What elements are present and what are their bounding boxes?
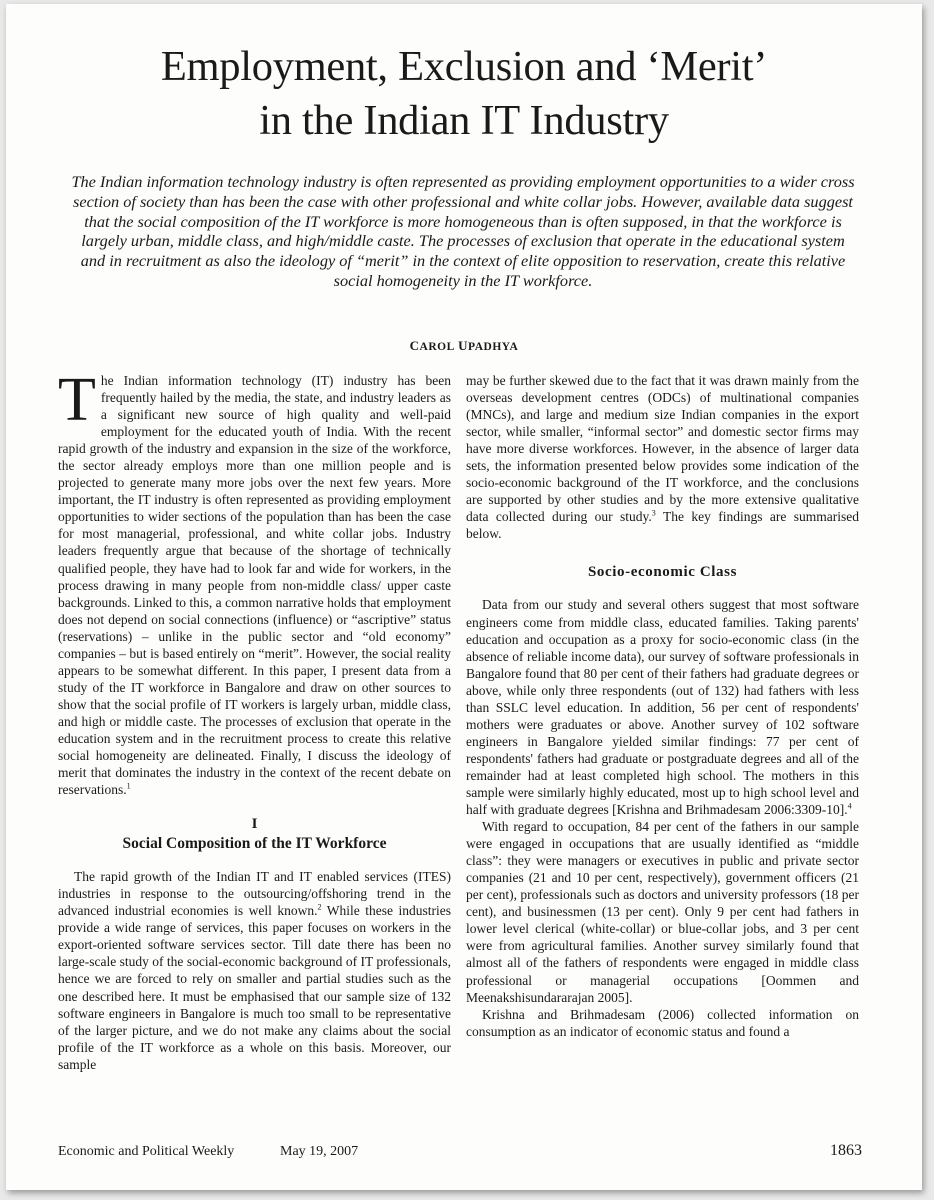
section-paragraph bbox=[58, 868, 451, 1073]
para1-text: Data from our study and several others suggest that most software engineers come from middle class, educated families. Taking parents' education and occupation as a proxy for socio-economic class (in the absence of reliable income data), our survey of software professionals in Bangalore found that 80 per cent of their fathers had graduate degrees or above, while only three respondents (out of 132) had fathers with less than SSLC level education. In addition, 56 per cent of respondents' mothers were graduates or above. Another survey of 102 software engineers in Bangalore yielded similar findings: 77 per cent of respondents' fathers had graduate or postgraduate degrees and all of the remainder had at least completed high school. The mothers in this sample were similarly highly educated, most up to high school level and half with graduate degrees [Krishna and Brihmadesam 2006:3309-10]. bbox=[466, 597, 859, 818]
section-text-a: The rapid growth of the Indian IT and IT enabled services (ITES) industries in response to the outsourcing/offshoring trend in the advanced industrial economies is well known. bbox=[58, 869, 451, 919]
section-heading: Social Composition of the IT Workforce bbox=[122, 835, 387, 853]
body-paragraph bbox=[466, 596, 859, 818]
body-paragraph: Krishna and Brihmadesam (2006) collected information on consumption as an indicator of economic status and found a bbox=[466, 1006, 859, 1039]
continued-text-b: The key findings are summarised below. bbox=[466, 509, 859, 542]
title-line-2: in the Indian IT Industry bbox=[259, 97, 669, 144]
footnote-marker: 4 bbox=[847, 801, 852, 811]
journal-name: Economic and Political Weekly bbox=[58, 1144, 235, 1159]
author-last-initial: U bbox=[458, 338, 469, 353]
title-line-1: Employment, Exclusion and ‘Merit’ bbox=[160, 43, 768, 90]
footnote-marker: 2 bbox=[317, 902, 322, 912]
continued-paragraph bbox=[466, 372, 859, 542]
section-number: I bbox=[251, 816, 258, 833]
right-column bbox=[466, 372, 859, 1040]
issue-date: May 19, 2007 bbox=[280, 1144, 359, 1159]
intro-text: he Indian information technology (IT) industry has been frequently hailed by the media, the state, and industry leaders as a significant new source of high quality and well-paid employment for the educated youth of India. With the recent rapid growth of the industry and expansion in the size of the workforce, the sector already employs more than one million people and is projected to generate many more jobs over the next few years. More important, the IT industry is often represented as providing employment opportunities to wider sections of the population than has been the case for most managerial, professional, and white collar jobs. Industry leaders frequently argue that because of the shortage of technically qualified people, they have had to look far and wide for workers, in the process drawing in many people from non-middle class/ upper caste backgrounds. Linked to this, a common narrative holds that employment does not depend on social connections (influence) or “ascriptive” status (reservations) – unlike in the public sector and “old economy” companies – but is based entirely on “merit”. However, the social reality appears to be somewhat different. In this paper, I present data from a study of the IT workforce in Bangalore and draw on other sources to show that the social profile of IT workers is largely urban, middle class, and high or middle caste. The processes of exclusion that operate in the education system and in the recruitment process to create this relative social homogeneity are delineated. Finally, I discuss the ideology of merit that dominates the industry in the context of the recent debate on reservations. bbox=[58, 373, 451, 798]
author-last-rest: PADHYA bbox=[468, 341, 519, 353]
left-column bbox=[58, 366, 451, 1073]
author-name bbox=[6, 338, 922, 354]
body-paragraph: With regard to occupation, 84 per cent of the fathers in our sample were engaged in occupations that are usually identified as “middle class”: they were managers or executives in public and private sector companies (21 and 10 per cent, respectively), government officers (21 per cent), professionals such as doctors and university professors (18 per cent), and businessmen (13 per cent). Only 9 per cent had fathers in lower level clerical (white-collar) or blue-collar jobs, and 3 per cent were from agricultural families. Another survey similarly found that almost all of the fathers of respondents were engaged in middle class professional or managerial occupations [Oommen and Meenakshisundararajan 2005]. bbox=[466, 819, 859, 1005]
subsection-heading: Socio-economic Class bbox=[587, 564, 738, 581]
continued-text-a: may be further skewed due to the fact that it was drawn mainly from the overseas development centres (ODCs) of multinational companies (MNCs), and large and medium size Indian companies in the export sector, while smaller, “informal sector” and domestic sector firms may have more diverse workforces. However, in the absence of larger data sets, the information presented below provides some indication of the socio-economic background of the IT workforce, and the conclusions are supported by other studies and by the more extensive qualitative data collected during our study. bbox=[466, 373, 859, 525]
author-first-rest: AROL bbox=[419, 341, 455, 353]
section-text-b: While these industries provide a wide range of services, this paper focuses on workers in the export-oriented software services sector. Till date there has been no large-scale study of the social-economic background of IT professionals, hence we are forced to rely on smaller and partial studies such as the one described here. It must be emphasised that our sample size of 132 software engineers in Bangalore is much too small to be representative of the larger picture, and we do not make any claims about the social profile of the IT workforce as a whole on this basis. Moreover, our sample bbox=[58, 903, 451, 1072]
footnote-marker: 3 bbox=[651, 508, 656, 518]
footnote-marker: 1 bbox=[126, 781, 131, 791]
author-first-initial: C bbox=[409, 338, 420, 353]
abstract: The Indian information technology industry is often represented as providing employment opportunities to a wider cross section of society than has been the case with other professional and white collar jobs. However, available data suggest that the social composition of the IT workforce is more homogeneous than is often supposed, in that the workforce is largely urban, middle class, and high/middle caste. The processes of exclusion that operate in the educational system and in recruitment as also the ideology of “merit” in the context of elite opposition to reservation, create this relative social homogeneity in the IT workforce. bbox=[71, 172, 855, 290]
intro-paragraph bbox=[58, 366, 451, 798]
paper-page bbox=[6, 4, 922, 1190]
article-title bbox=[6, 40, 922, 148]
drop-cap: T bbox=[58, 366, 96, 434]
page-number: 1863 bbox=[830, 1142, 862, 1159]
